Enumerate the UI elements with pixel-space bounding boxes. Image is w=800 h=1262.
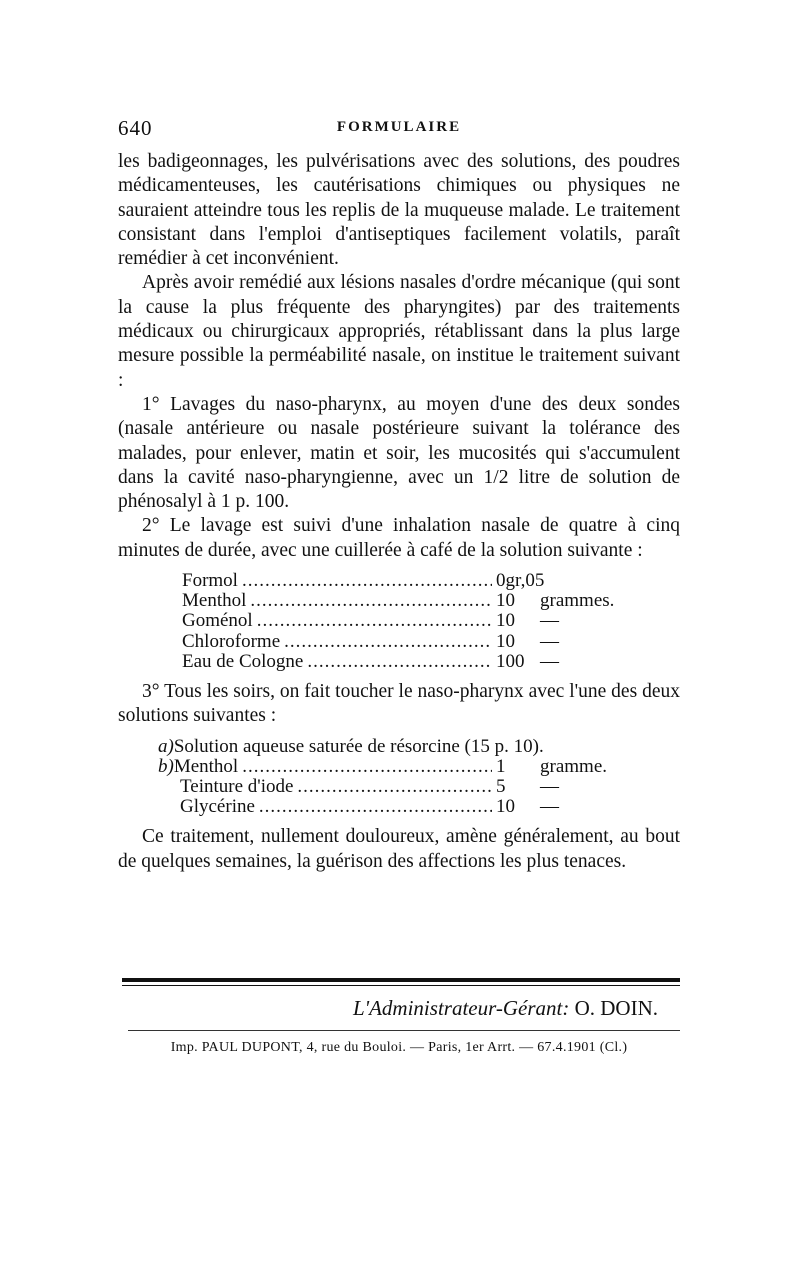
leader-dots <box>242 757 492 777</box>
paragraph-step-2: 2° Le lavage est suivi d'une inhalation nasale de quatre à cinq minutes de durée, avec une cuillerée à café de la solution suivante : <box>118 515 680 561</box>
recipe-row <box>158 797 630 817</box>
ingredient-name: Eau de Cologne <box>182 650 304 672</box>
page-header <box>118 116 680 142</box>
ingredient-quantity: 10 <box>496 610 515 632</box>
solution-a-text: Solution aqueuse saturée de résorcine (15 p. 10). <box>173 735 544 757</box>
ingredient-name: Menthol <box>182 590 247 612</box>
paragraph-step-1: 1° Lavages du naso-pharynx, au moyen d'une des deux sondes (nasale antérieure ou nasale postérieure suivant la tolérance des malades, pour enlever, matin et soir, les mucosités qui s'accumulent dans la cavité naso-pharyngienne, avec un 1/2 litre de solution de phénosalyl à 1 p. 100. <box>118 393 680 513</box>
leader-dots <box>257 611 492 631</box>
paragraph-conclusion: Ce traitement, nullement douloureux, amène généralement, au bout de quelques semaines, la guérison des affections les plus tenaces. <box>118 826 680 872</box>
page-number: 640 <box>118 116 153 140</box>
running-head: FORMULAIRE <box>336 119 462 135</box>
leader-dots <box>297 777 492 797</box>
leader-dots <box>307 652 492 672</box>
thick-rule <box>122 978 680 982</box>
ingredient-unit: — <box>540 630 559 652</box>
ingredient-unit: — <box>540 776 559 798</box>
ingredient-unit: — <box>540 610 559 632</box>
ingredient-quantity: 10 <box>496 630 515 652</box>
ingredient-name: Goménol <box>182 610 253 632</box>
ingredient-quantity: 1 <box>496 755 506 777</box>
recipe-row <box>182 611 630 631</box>
recipe-solutions <box>158 737 630 818</box>
recipe-row <box>182 632 630 652</box>
leader-dots <box>284 632 492 652</box>
ingredient-name <box>158 757 238 777</box>
ingredient-quantity: 10 <box>496 796 515 818</box>
ingredient-unit: grammes. <box>540 590 615 612</box>
recipe-row <box>182 571 630 591</box>
recipe-row <box>182 652 630 672</box>
end-rule <box>122 978 680 986</box>
ingredient-label: Menthol <box>173 755 239 777</box>
ingredient-quantity: 10 <box>496 590 515 612</box>
ingredient-quantity: 0gr,05 <box>496 570 545 592</box>
printer-imprint: Imp. PAUL DUPONT, 4, rue du Bouloi. — Paris, 1er Arrt. — 67.4.1901 (Cl.) <box>170 1040 628 1055</box>
recipe-row <box>158 777 630 797</box>
ingredient-name: Teinture d'iode <box>180 776 294 798</box>
thin-rule <box>122 985 680 986</box>
ingredient-name: Glycérine <box>180 796 255 818</box>
solution-b-marker: b) <box>158 755 174 777</box>
solution-a-marker: a) <box>158 735 174 757</box>
footer-rule <box>128 1030 680 1031</box>
leader-dots <box>259 797 492 817</box>
ingredient-unit: — <box>540 650 559 672</box>
solution-a <box>158 737 630 757</box>
paragraph-continuation: les badigeonnages, les pulvérisations avec des solutions, des poudres médicamenteuses, les cautérisations chimiques ou physiques ne sauraient atteindre tous les replis de la muqueuse malade. Le traitement consistant dans l'emploi d'antiseptiques facilement volatils, paraît remédier à cet inconvénient. <box>118 151 680 270</box>
ingredient-name: Chloroforme <box>182 630 281 652</box>
signature-name: O. DOIN. <box>574 996 658 1020</box>
signature-line <box>118 996 658 1021</box>
signature-title: L'Administrateur-Gérant: <box>352 996 570 1020</box>
leader-dots <box>242 571 492 591</box>
ingredient-quantity: 100 <box>496 650 525 672</box>
paragraph-treatment-intro: Après avoir remédié aux lésions nasales d'ordre mécanique (qui sont la cause la plus fréquente des pharyngites) par des traitements médicaux ou chirurgicaux appropriés, rétablissant dans la plus large mesure possible la perméabilité nasale, on institue le traitement suivant : <box>118 272 680 391</box>
paragraph-step-3: 3° Tous les soirs, on fait toucher le naso-pharynx avec l'une des deux solutions suivantes : <box>118 681 680 727</box>
ingredient-unit: gramme. <box>540 755 608 777</box>
ingredient-quantity: 5 <box>496 776 506 798</box>
body-text <box>118 150 680 874</box>
recipe-inhalation <box>182 571 630 672</box>
ingredient-unit: — <box>540 796 559 818</box>
leader-dots <box>250 591 492 611</box>
recipe-row <box>182 591 630 611</box>
recipe-row <box>158 757 630 777</box>
ingredient-name: Formol <box>182 570 238 592</box>
